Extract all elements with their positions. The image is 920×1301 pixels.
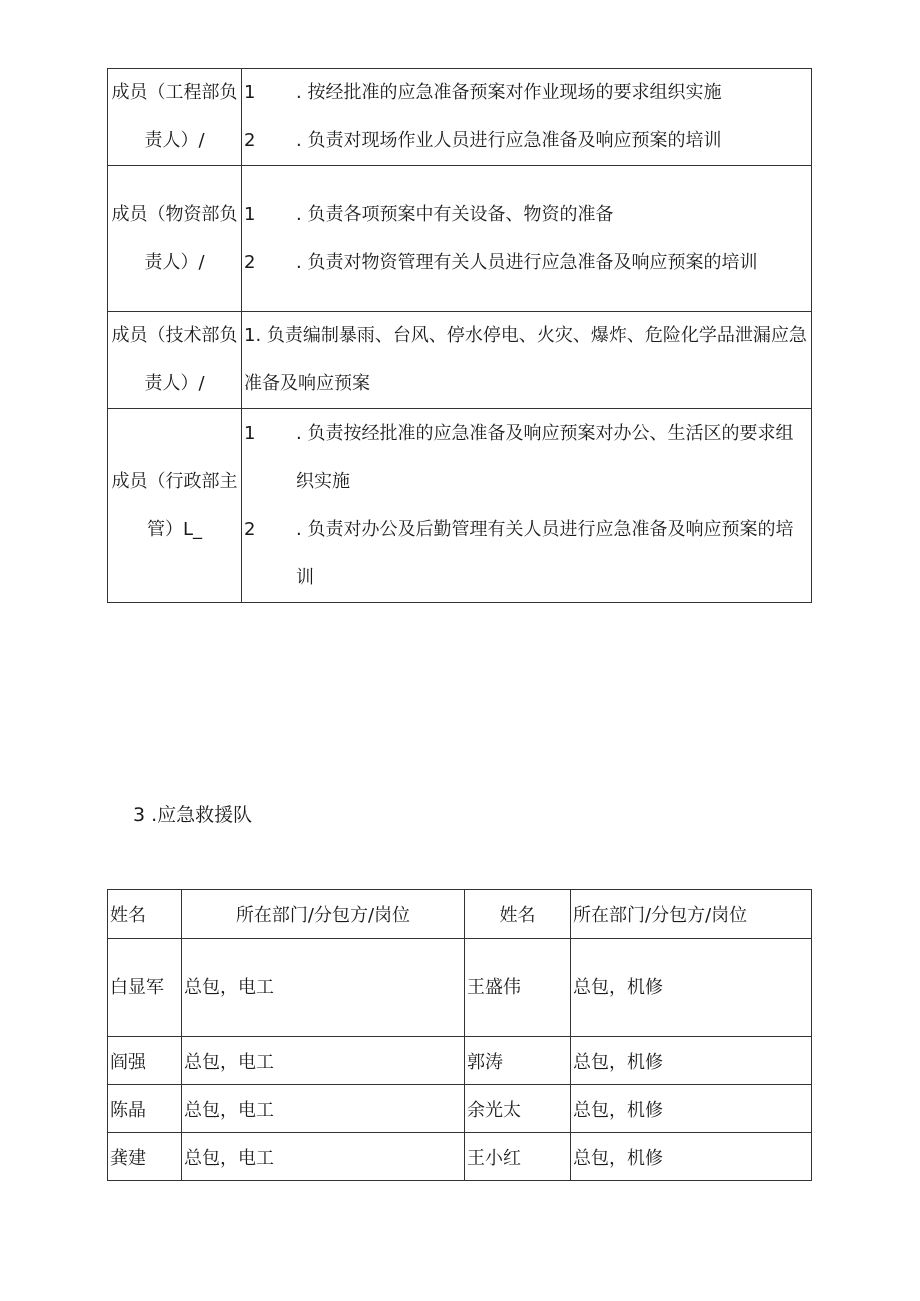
dept-cell: 总包，电工 [182,1085,465,1133]
item-number: 1 [244,82,256,103]
dept-cell: 总包，机修 [571,1037,812,1085]
name-cell: 龚建 [108,1133,182,1181]
item-text: . 按经批准的应急准备预案对作业现场的要求组织实施 [296,82,722,103]
dept-cell: 总包，机修 [571,939,812,1037]
duty-item [244,506,809,602]
item-number: 2 [244,518,256,540]
duty-cell: 1. 负责编制暴雨、台风、停水停电、火灾、爆炸、危险化学品泄漏应急准备及响应预案 [242,312,812,409]
dept-cell: 总包，机修 [571,1085,812,1133]
table-row [108,939,812,1037]
dept-cell: 总包，电工 [182,939,465,1037]
table-row [108,1037,812,1085]
role-cell: 成员（行政部主管）L_ [108,409,242,603]
table-row [108,312,812,409]
duty-item [244,410,809,506]
name-cell: 阎强 [108,1037,182,1085]
duty-item [244,239,809,287]
role-cell: 成员（工程部负责人）/ [108,69,242,166]
dept-cell: 总包，电工 [182,1133,465,1181]
table-row [108,1085,812,1133]
name-cell: 白显军 [108,939,182,1037]
rescue-team-table [107,889,812,1181]
role-cell: 成员（技术部负责人）/ [108,312,242,409]
header-name: 姓名 [465,890,571,939]
duty-item [244,69,809,117]
header-dept: 所在部门/分包方/岗位 [571,890,812,939]
duty-cell [242,69,812,166]
table-row [108,166,812,312]
item-number: 2 [244,251,256,273]
item-number: 2 [244,130,256,151]
name-cell: 郭涛 [465,1037,571,1085]
duty-item [244,191,809,239]
duty-item [244,117,809,165]
table-header-row [108,890,812,939]
table-row [108,1133,812,1181]
duty-cell [242,409,812,603]
header-name: 姓名 [108,890,182,939]
item-number: 1 [244,422,256,444]
name-cell: 陈晶 [108,1085,182,1133]
role-cell: 成员（物资部负责人）/ [108,166,242,312]
dept-cell: 总包，电工 [182,1037,465,1085]
name-cell: 王盛伟 [465,939,571,1037]
item-text: . 负责对现场作业人员进行应急准备及响应预案的培训 [296,130,722,151]
name-cell: 余光太 [465,1085,571,1133]
responsibility-table [107,68,812,603]
section-heading: 3 .应急救援队 [133,804,253,826]
item-text: . 负责对物资管理有关人员进行应急准备及响应预案的培训 [296,251,758,273]
header-dept: 所在部门/分包方/岗位 [182,890,465,939]
item-text: . 负责按经批准的应急准备及响应预案对办公、生活区的要求组织实施 [296,422,794,492]
item-number: 1 [244,203,256,225]
table-row [108,409,812,603]
item-text: . 负责对办公及后勤管理有关人员进行应急准备及响应预案的培训 [296,518,794,588]
dept-cell: 总包，机修 [571,1133,812,1181]
table-row [108,69,812,166]
duty-cell [242,166,812,312]
name-cell: 王小红 [465,1133,571,1181]
item-text: . 负责各项预案中有关设备、物资的准备 [296,203,614,225]
